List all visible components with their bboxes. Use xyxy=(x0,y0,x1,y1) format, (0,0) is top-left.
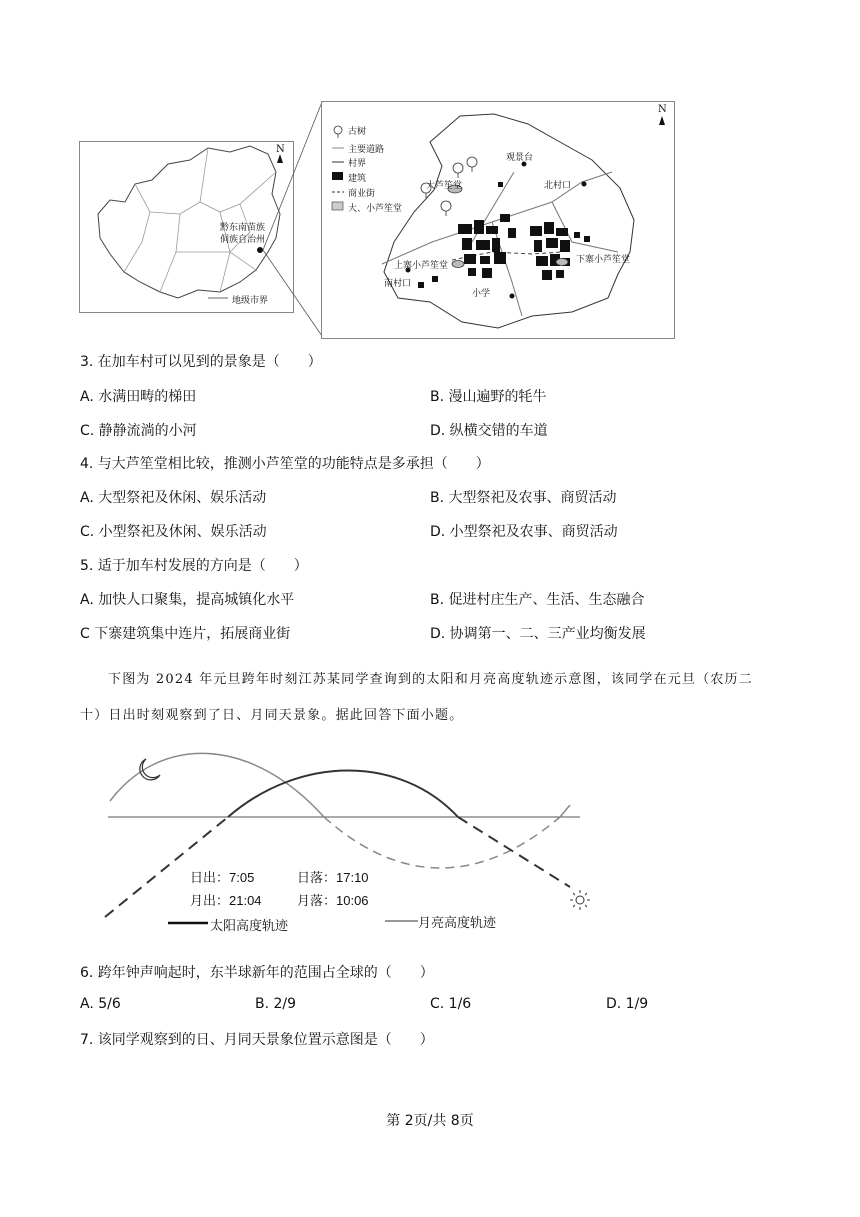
q6-stem: 6. 跨年钟声响起时，东半球新年的范围占全球的（ ） xyxy=(80,965,434,981)
q3-option-d[interactable]: D. 纵横交错的车道 xyxy=(430,423,548,439)
q6-option-b[interactable]: B. 2/9 xyxy=(255,996,297,1012)
passage-line-2: 十）日出时刻观察到了日、月同天景象。据此回答下面小题。 xyxy=(80,708,464,723)
q5-option-c[interactable]: C 下寨建筑集中连片，拓展商业街 xyxy=(80,626,291,642)
boundary-legend-label: 地级市界 xyxy=(232,296,269,306)
north-arrow-label: N xyxy=(276,144,285,155)
sun-track-setting xyxy=(458,817,570,887)
q3-stem: 3. 在加车村可以见到的景象是（ ） xyxy=(80,354,322,370)
legend-commercial-street: 商业街 xyxy=(348,189,376,199)
moon-track-end xyxy=(560,805,570,817)
moonset-time: 月落：10:06 xyxy=(297,893,369,908)
q6-option-a[interactable]: A. 5/6 xyxy=(80,996,121,1012)
moon-track-below xyxy=(324,817,560,868)
label-north-gate: 北村口 xyxy=(544,181,572,191)
legend-old-tree: 古树 xyxy=(348,127,367,137)
q6-option-d[interactable]: D. 1/9 xyxy=(606,996,649,1012)
q7-stem: 7. 该同学观察到的日、月同天景象位置示意图是（ ） xyxy=(80,1032,434,1048)
q5-option-a[interactable]: A. 加快人口聚集，提高城镇化水平 xyxy=(80,592,295,608)
label-viewpoint: 观景台 xyxy=(506,153,534,163)
q5-option-d[interactable]: D. 协调第一、二、三产业均衡发展 xyxy=(430,626,646,642)
q3-option-b[interactable]: B. 漫山遍野的牦牛 xyxy=(430,389,547,405)
village-map-drawing xyxy=(322,102,674,338)
q5-option-b[interactable]: B. 促进村庄生产、生活、生态融合 xyxy=(430,592,645,608)
q5-stem: 5. 适于加车村发展的方向是（ ） xyxy=(80,558,308,574)
sunrise-time: 日出：7:05 xyxy=(190,870,255,885)
q4-option-d[interactable]: D. 小型祭祀及农事、商贸活动 xyxy=(430,524,618,540)
callout-lines xyxy=(258,100,328,340)
sun-track-legend: 太阳高度轨迹 xyxy=(210,918,289,933)
q4-option-c[interactable]: C. 小型祭祀及休闲、娱乐活动 xyxy=(80,524,267,540)
label-school: 小学 xyxy=(472,289,491,299)
sun-icon xyxy=(570,890,590,910)
trajectory-drawing xyxy=(100,745,620,940)
north-arrow-label: N xyxy=(658,104,667,115)
region-label-line1: 黔东南苗族 xyxy=(220,223,266,233)
legend-building: 建筑 xyxy=(348,174,367,184)
label-lower-lusheng-hall: 下寨小芦笙堂 xyxy=(576,255,631,265)
q4-option-a[interactable]: A. 大型祭祀及休闲、娱乐活动 xyxy=(80,490,267,506)
sun-moon-diagram xyxy=(100,745,620,940)
label-south-gate: 南村口 xyxy=(384,279,412,289)
q3-option-a[interactable]: A. 水满田畴的梯田 xyxy=(80,389,197,405)
q3-option-c[interactable]: C. 静静流淌的小河 xyxy=(80,423,197,439)
sunset-time: 日落：17:10 xyxy=(297,870,369,885)
village-map xyxy=(321,101,675,339)
label-upper-lusheng-hall: 上寨小芦笙堂 xyxy=(394,261,449,271)
legend-main-road: 主要道路 xyxy=(348,145,385,155)
page-number: 第 2页/共 8页 xyxy=(386,1113,474,1129)
legend-village-boundary: 村界 xyxy=(348,159,367,169)
region-label-line2: 侗族自治州 xyxy=(220,235,266,245)
q4-option-b[interactable]: B. 大型祭祀及农事、商贸活动 xyxy=(430,490,617,506)
sun-track-above xyxy=(228,771,458,818)
moon-track-legend: 月亮高度轨迹 xyxy=(418,915,497,930)
passage-line-1: 下图为 2024 年元旦跨年时刻江苏某同学查询到的太阳和月亮高度轨迹示意图，该同学在元旦（农历二 xyxy=(108,672,753,687)
moonrise-time: 月出：21:04 xyxy=(190,893,262,908)
north-arrow-icon xyxy=(659,116,665,125)
legend-lusheng-hall: 大、小芦笙堂 xyxy=(348,204,403,214)
q6-option-c[interactable]: C. 1/6 xyxy=(430,996,472,1012)
q4-stem: 4. 与大芦笙堂相比较，推测小芦笙堂的功能特点是多承担（ ） xyxy=(80,456,490,472)
label-big-lusheng-hall: 大芦笙堂 xyxy=(426,181,463,191)
